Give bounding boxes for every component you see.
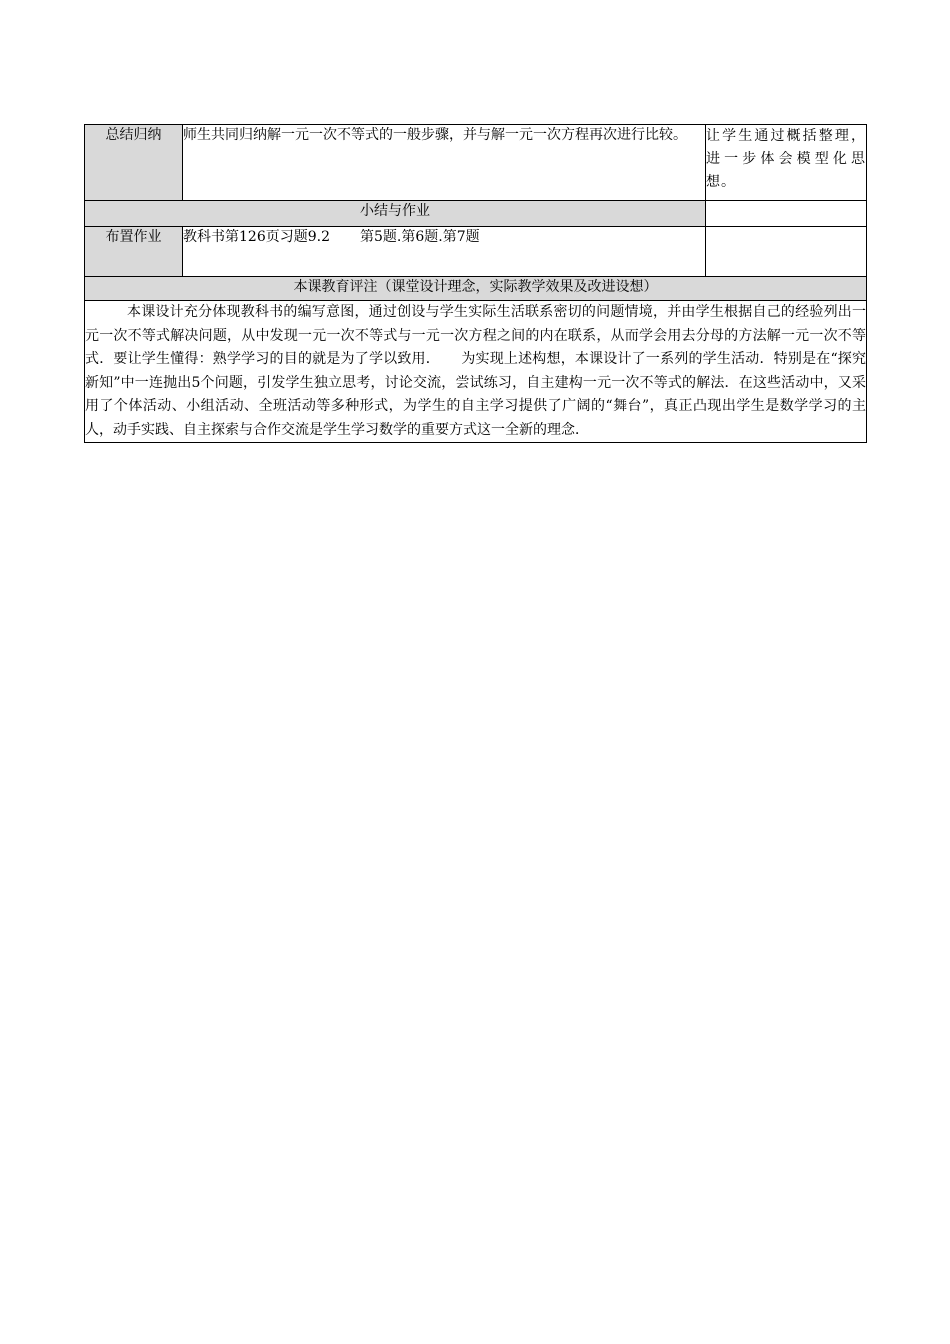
- reflection-heading: 本课教育评注（课堂设计理念，实际教学效果及改进设想）: [85, 277, 867, 301]
- summary-label: 总结归纳: [85, 125, 183, 201]
- reflection-row: [85, 301, 867, 443]
- summary-row: [85, 125, 867, 201]
- homework-textbook-ref: 教科书第126页习题9.2: [183, 229, 330, 245]
- homework-label: 布置作业: [85, 227, 183, 277]
- summary-note: 让学生通过概括整理，进一步体会模型化思想。: [706, 125, 867, 201]
- homework-empty-cell: [706, 227, 867, 277]
- homework-content: [183, 227, 706, 277]
- homework-row: [85, 227, 867, 277]
- homework-heading-empty-cell: [706, 201, 867, 227]
- lesson-plan-table: [84, 124, 867, 443]
- homework-heading-row: [85, 201, 867, 227]
- summary-content: 师生共同归纳解一元一次不等式的一般步骤，并与解一元一次方程再次进行比较。: [183, 125, 706, 201]
- homework-section-heading: 小结与作业: [85, 201, 706, 227]
- homework-problems: 第5题.第6题.第7题: [360, 229, 480, 245]
- reflection-heading-row: [85, 277, 867, 301]
- reflection-body: 本课设计充分体现教科书的编写意图，通过创设与学生实际生活联系密切的问题情境，并由学生根据自己的经验列出一元一次不等式解决问题，从中发现一元一次不等式与一元一次方程之间的内在联系，从而学会用去分母的方法解一元一次不等式．要让学生懂得：熟学学习的目的就是为了学以致用． 为实现上述构想，本课设计了一系列的学生活动．特别是在“探究新知”中一连抛出5个问题，引发学生独立思考，讨论交流，尝试练习，自主建构一元一次不等式的解法．在这些活动中，又采用了个体活动、小组活动、全班活动等多种形式，为学生的自主学习提供了广阔的“舞台”，真正凸现出学生是数学学习的主人，动手实践、自主探索与合作交流是学生学习数学的重要方式这一全新的理念．: [85, 301, 867, 443]
